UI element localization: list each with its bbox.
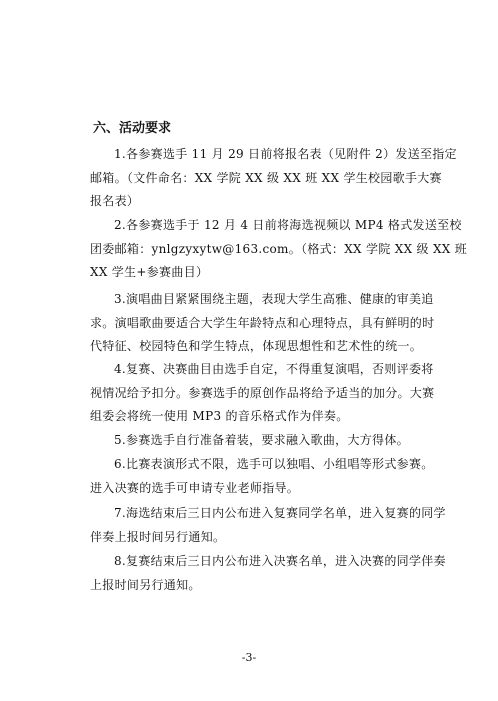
requirement-4-line-2: 视情况给予扣分。参赛选手的原创作品将给予适当的加分。大赛 [90,385,435,400]
requirement-1-line-3: 报名表） [90,194,140,208]
requirement-1-line-1: 1.各参赛选手 11 月 29 日前将报名表（见附件 2）发送至指定 [114,147,457,161]
requirement-4 [90,358,435,429]
requirement-7-line-1: 7.海选结束后三日内公布进入复赛同学名单，进入复赛的同学 [114,506,446,520]
requirement-4-line-1: 4.复赛、决赛曲目由选手自定，不得重复演唱，否则评委将 [114,362,434,376]
requirement-6-line-1: 6.比赛表演形式不限，选手可以独唱、小组唱等形式参赛。 [114,457,434,471]
requirement-4-line-3: 组委会将统一使用 MP3 的音乐格式作为伴奏。 [90,409,349,423]
requirement-1 [90,143,457,214]
requirement-3-line-2: 求。演唱歌曲要适合大学生年龄特点和心理特点，具有鲜明的时 [90,315,435,330]
requirement-8-line-1: 8.复赛结束后三日内公布进入决赛名单，进入决赛的同学伴奏 [114,554,446,568]
requirement-5-line-1: 5.参赛选手自行准备着装，要求融入歌曲，大方得体。 [114,433,409,447]
requirement-5 [90,429,428,453]
requirement-3 [90,288,435,359]
requirement-1-line-2: 邮箱。（文件命名：XX 学院 XX 级 XX 班 XX 学生校园歌手大赛 [90,170,442,185]
requirement-6 [90,453,434,500]
requirement-2-line-3: XX 学生+参赛曲目） [90,265,209,279]
page-number: -3- [241,651,257,664]
requirement-8 [90,550,446,597]
requirement-3-line-3: 代特征、校园特色和学生特点，体现思想性和艺术性的统一。 [90,339,423,353]
requirement-7 [90,502,446,549]
requirement-2-line-2: 团委邮箱：ynlgzyxytw@163.com。（格式：XX 学院 XX 级 XX 班 [90,241,468,256]
requirement-2 [90,214,468,285]
requirement-7-line-2: 伴奏上报时间另行通知。 [90,529,226,544]
requirement-3-line-1: 3.演唱曲目紧紧围绕主题，表现大学生高雅、健康的审美追 [114,292,434,306]
section-heading: 六、活动要求 [93,121,172,136]
requirement-2-line-1: 2.各参赛选手于 12 月 4 日前将海选视频以 MP4 格式发送至校 [114,218,462,232]
requirement-6-line-2: 进入决赛的选手可申请专业老师指导。 [90,480,300,495]
requirement-8-line-2: 上报时间另行通知。 [90,577,201,592]
